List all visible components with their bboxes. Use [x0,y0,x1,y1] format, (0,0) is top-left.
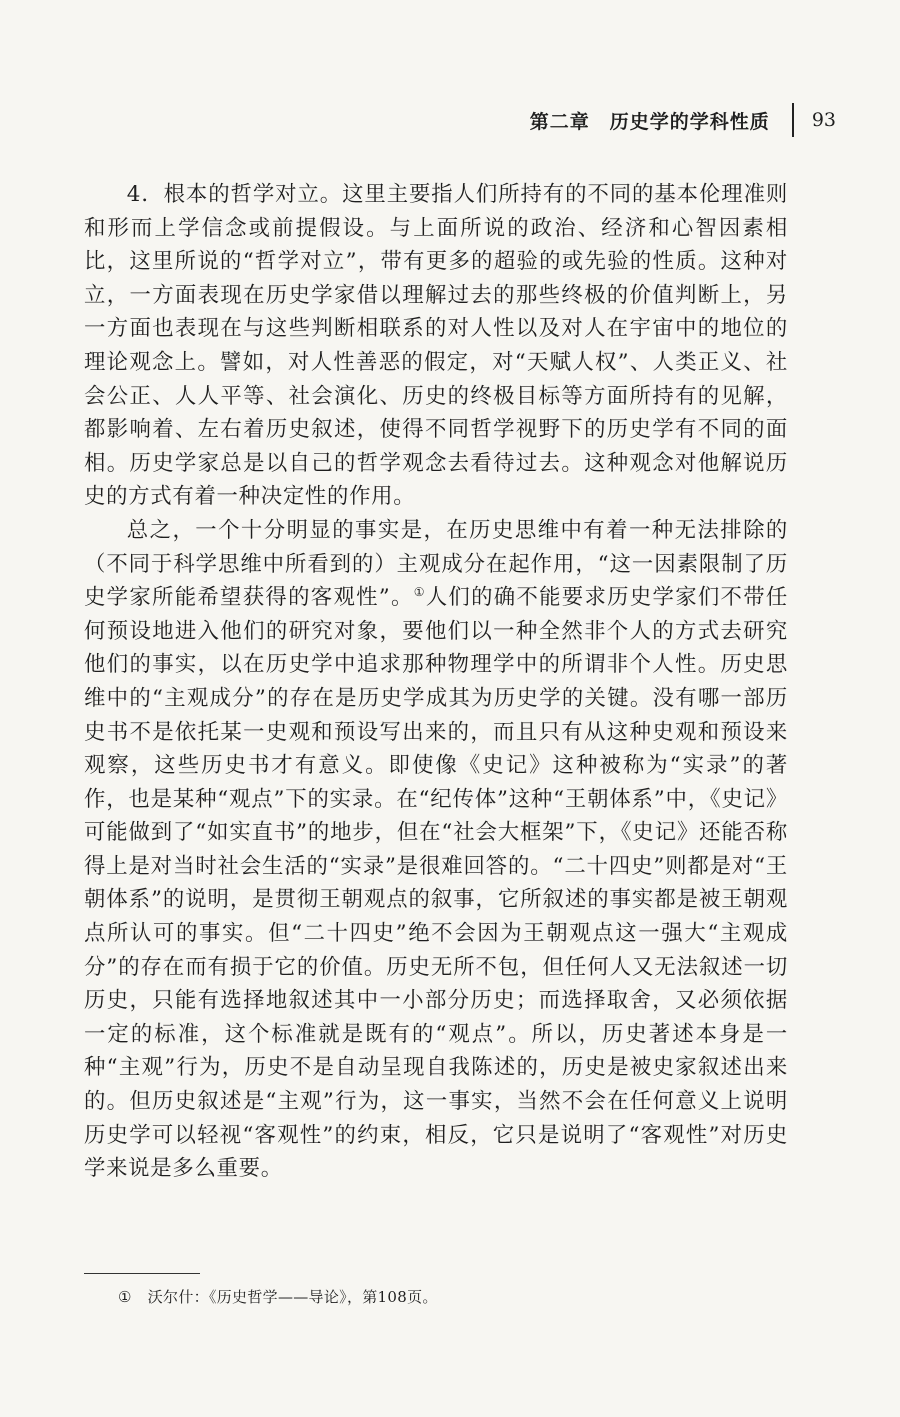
header-divider [792,103,794,137]
footnote-marker: ① [118,1288,132,1306]
footnote-reference: ① [413,585,426,600]
paragraph-text: 人们的确不能要求历史学家们不带任何预设地进入他们的研究对象，要他们以一种全然非个人的方式去研究他们的事实，以在历史学中追求那种物理学中的所谓非个人性。历史思维中的“主观成分”的存在是历史学成其为历史学的关键。没有哪一部历史书不是依托某一史观和预设写出来的，而且只有从这种史观和预设来观察，这些历史书才有意义。即使像《史记》这种被称为“实录”的著作，也是某种“观点”下的实录。在“纪传体”这种“王朝体系”中，《史记》可能做到了“如实直书”的地步，但在“社会大框架”下，《史记》还能否称得上是对当时社会生活的“实录”是很难回答的。“二十四史”则都是对“王朝体系”的说明，是贯彻王朝观点的叙事，它所叙述的事实都是被王朝观点所认可的事实。但“二十四史”绝不会因为王朝观点这一强大“主观成分”的存在而有损于它的价值。历史无所不包，但任何人又无法叙述一切历史，只能有选择地叙述其中一小部分历史；而选择取舍，又必须依据一定的标准，这个标准就是既有的“观点”。所以，历史著述本身是一种“主观”行为，历史不是自动呈现自我陈述的，历史是被史家叙述出来的。但历史叙述是“主观”行为，这一事实，当然不会在任何意义上说明历史学可以轻视“客观性”的约束，相反，它只是说明了“客观性”对历史学来说是多么重要。 [84,585,788,1182]
paragraph-text: 4．根本的哲学对立。这里主要指人们所持有的不同的基本伦理准则和形而上学信念或前提假设。与上面所说的政治、经济和心智因素相比，这里所说的“哲学对立”，带有更多的超验的或先验的性质。这种对立，一方面表现在历史学家借以理解过去的那些终极的价值判断上，另一方面也表现在与这些判断相联系的对人性以及对人在宇宙中的地位的理论观念上。譬如，对人性善恶的假定，对“天赋人权”、人类正义、社会公正、人人平等、社会演化、历史的终极目标等方面所持有的见解，都影响着、左右着历史叙述，使得不同哲学视野下的历史学有不同的面相。历史学家总是以自己的哲学观念去看待过去。这种观念对他解说历史的方式有着一种决定性的作用。 [84,182,788,510]
running-head [530,100,836,140]
paragraph [84,178,788,514]
page-number: 93 [811,109,836,131]
footnote [118,1286,438,1308]
paragraph-text: 总之，一个十分明显的事实是，在历史思维中有着一种无法排除的（不同于科学思维中所看到的）主观成分在起作用，“这一因素限制了历史学家所能希望获得的客观性”。 [84,517,788,611]
chapter-label: 第二章 [529,110,590,133]
chapter-title: 历史学的学科性质 [609,110,770,133]
footnote-divider [84,1273,200,1274]
body-text [84,178,788,1186]
footnote-text: 沃尔什：《历史哲学——导论》，第108页。 [147,1288,438,1306]
paragraph [84,514,788,1186]
